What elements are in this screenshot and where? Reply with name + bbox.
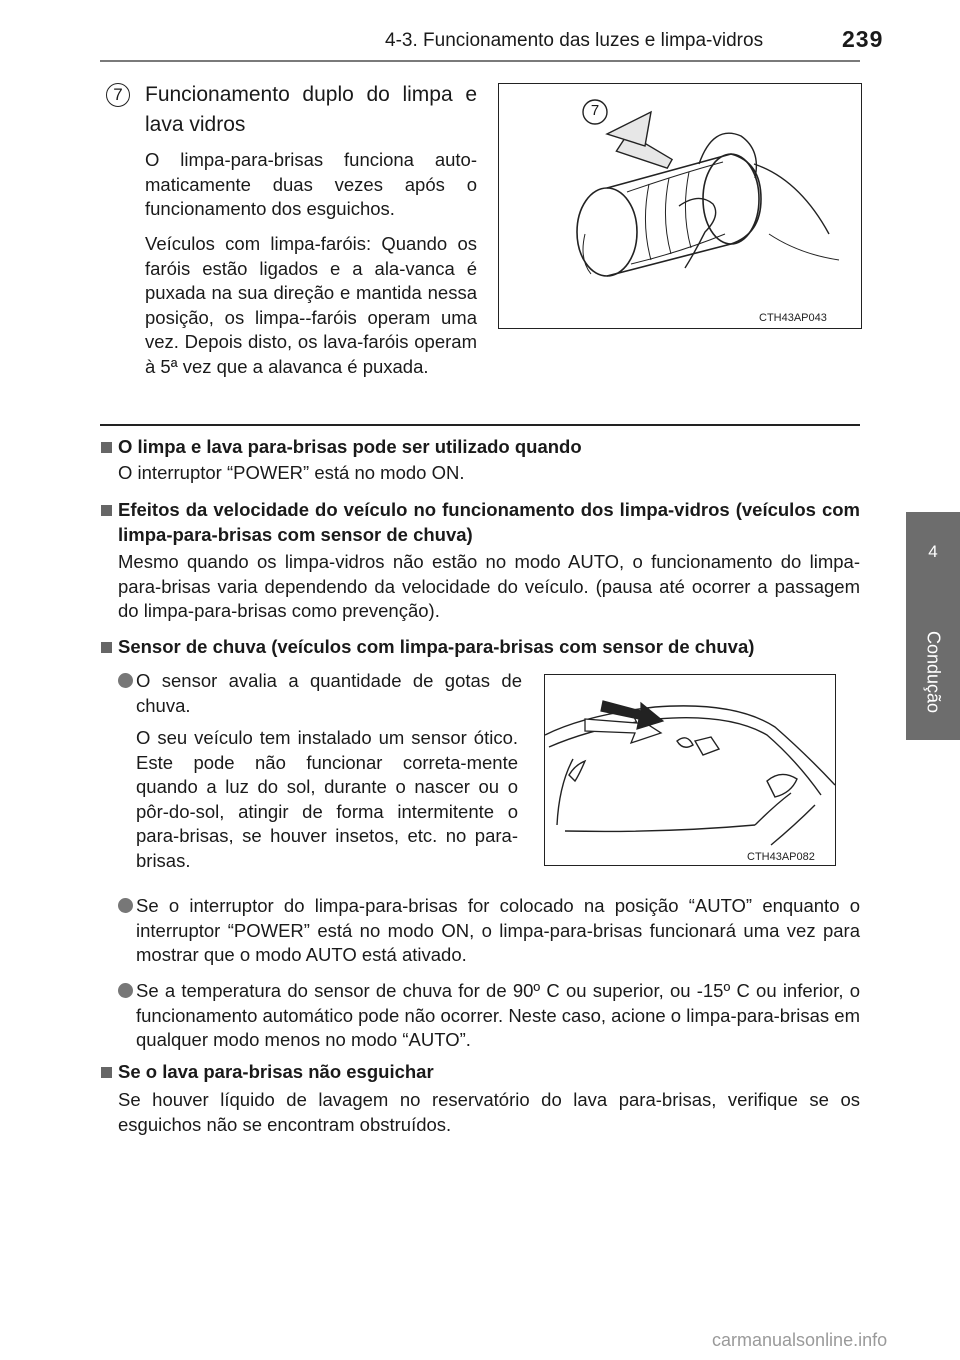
wiper-lever-figure — [498, 83, 862, 329]
figure-code: CTH43AP082 — [747, 851, 815, 863]
sensor-note: O seu veículo tem instalado um sensor ótico. Este pode não funcionar correta-mente quando a luz do sol, durante o nascer ou o pôr-do-sol, atingir de forma intermitente o para-brisas, se houver insetos, etc. no para-brisas. — [136, 727, 518, 871]
windshield-illustration — [545, 675, 835, 865]
chapter-side-tab — [906, 512, 960, 740]
header-divider — [100, 60, 860, 62]
figure-code: CTH43AP043 — [759, 312, 827, 324]
watermark: carmanualsonline.info — [712, 1330, 888, 1350]
chapter-number: 4 — [928, 542, 938, 561]
section-body: Mesmo quando os limpa-vidros não estão no modo AUTO, o funcionamento do limpa-para-brisas varia dependendo da velocidade do veículo. (pausa até ocorrer a passagem do limpa-para-brisas como prevenção). — [118, 551, 860, 621]
section-marker — [101, 642, 112, 653]
figure-step-label: 7 — [590, 102, 600, 119]
section-heading: Se o lava para-brisas não esguichar — [118, 1061, 434, 1082]
section-marker — [101, 1067, 112, 1078]
step-paragraph-2: Veículos com limpa-faróis: Quando os faróis estão ligados e a ala-vanca é puxada na sua direção e mantida nessa posição, os limpa--faróis operam uma vez. Depois disto, os lava-faróis operam à 5ª vez que a alavanca é puxada. — [145, 233, 477, 377]
page-header-title: 4-3. Funcionamento das luzes e limpa-vidros — [385, 30, 764, 51]
rain-sensor-figure — [544, 674, 836, 866]
bullet-dot — [118, 983, 133, 998]
section-body: Se houver líquido de lavagem no reservatório do lava para-brisas, verifique se os esguichos não se encontram obstruídos. — [118, 1089, 860, 1135]
section-marker — [101, 442, 112, 453]
wiper-lever-illustration — [499, 84, 861, 328]
section-marker — [101, 505, 112, 516]
bullet-text: Se o interruptor do limpa-para-brisas for colocado na posição “AUTO” enquanto o interruptor “POWER” está no modo ON, o limpa-para-brisas funcionará uma vez para mostrar que o modo AUTO está ativado. — [136, 895, 860, 965]
step-number-badge: 7 — [106, 83, 130, 107]
step-title: Funcionamento duplo do limpa e lava vidros — [145, 83, 477, 136]
chapter-label: Condução — [923, 630, 944, 714]
bullet-dot — [118, 898, 133, 913]
section-heading: Efeitos da velocidade do veículo no funcionamento dos limpa-vidros (veículos com limpa-para-brisas com sensor de chuva) — [118, 499, 860, 545]
bullet-text: Se a temperatura do sensor de chuva for de 90º C ou superior, ou -15º C ou inferior, o funcionamento automático pode não ocorrer. Neste caso, acione o limpa-para-brisas em qualquer modo menos no modo “AUTO”. — [136, 980, 860, 1050]
section-divider — [100, 424, 860, 426]
bullet-text: O sensor avalia a quantidade de gotas de chuva. — [136, 670, 522, 716]
step-paragraph-1: O limpa-para-brisas funciona auto-maticamente duas vezes após o funcionamento dos esguichos. — [145, 149, 477, 219]
section-heading: Sensor de chuva (veículos com limpa-para-brisas com sensor de chuva) — [118, 636, 755, 657]
section-body: O interruptor “POWER” está no modo ON. — [118, 462, 465, 483]
page-number: 239 — [842, 26, 884, 52]
bullet-dot — [118, 673, 133, 688]
section-heading: O limpa e lava para-brisas pode ser utilizado quando — [118, 436, 582, 457]
